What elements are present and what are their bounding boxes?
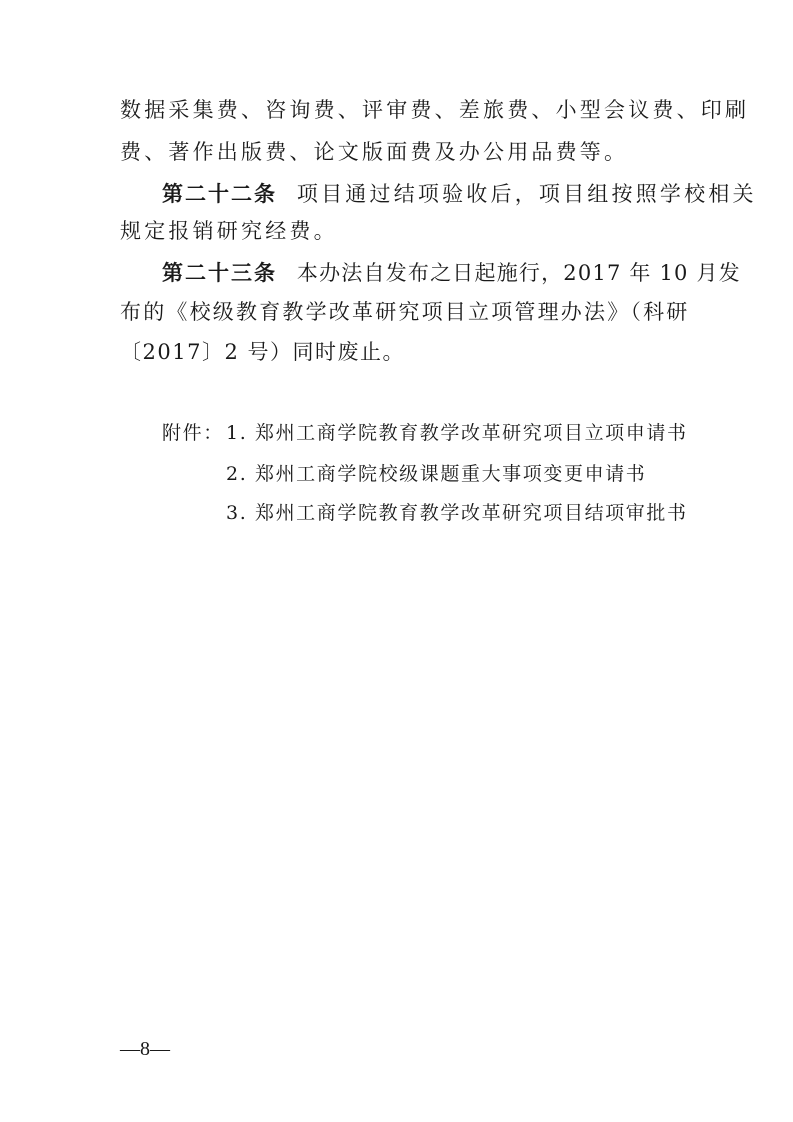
body-text: 布的《校级教育教学改革研究项目立项管理办法》（科研 — [120, 300, 690, 324]
article-23-line — [162, 259, 741, 287]
article-heading: 第二十二条 — [162, 182, 277, 206]
body-text: 〔2017〕2 号）同时废止。 — [120, 340, 405, 364]
attachments-label: 附件： — [162, 422, 224, 444]
page-number: —8— — [120, 1038, 170, 1060]
paragraph-line — [120, 217, 338, 245]
attachment-item: 2. 郑州工商学院校级课题重大事项变更申请书 — [226, 463, 647, 485]
body-text: 项目通过结项验收后，项目组按照学校相关 — [296, 182, 757, 206]
paragraph-line — [120, 298, 690, 326]
attachment-item: 3. 郑州工商学院教育教学改革研究项目结项审批书 — [226, 502, 688, 524]
paragraph-line — [120, 338, 405, 366]
article-22-line — [162, 180, 757, 208]
article-heading: 第二十三条 — [162, 261, 277, 285]
body-text: 数据采集费、咨询费、评审费、差旅费、小型会议费、印刷 — [120, 98, 750, 122]
attachment-item: 1. 郑州工商学院教育教学改革研究项目立项申请书 — [226, 422, 688, 444]
body-text: 费、著作出版费、论文版面费及办公用品费等。 — [120, 140, 629, 164]
body-text: 本办法自发布之日起施行，2017 年 10 月发 — [296, 261, 741, 285]
paragraph-line — [120, 96, 749, 124]
paragraph-line — [120, 138, 628, 166]
body-text: 规定报销研究经费。 — [120, 219, 338, 243]
